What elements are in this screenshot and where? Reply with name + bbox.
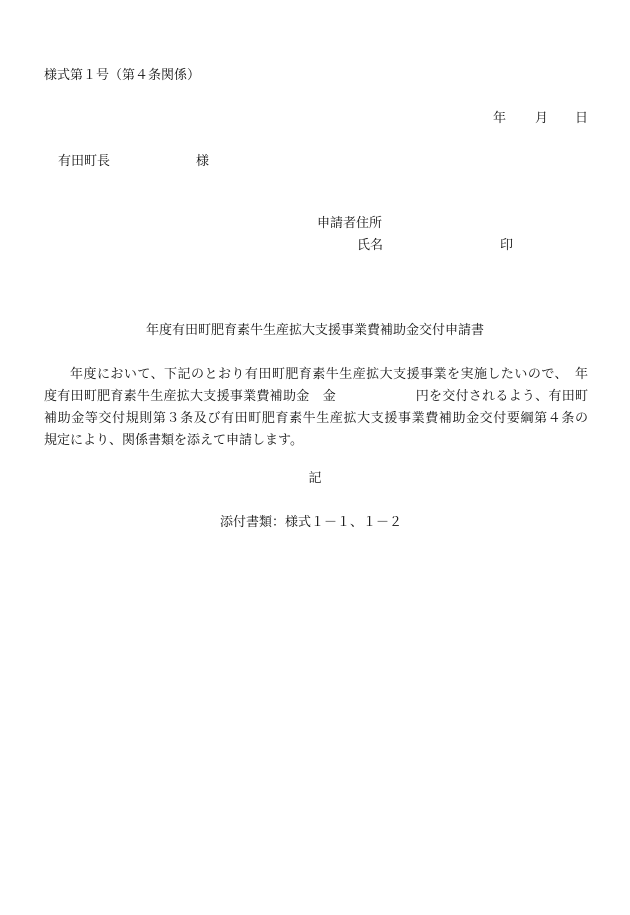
addressee-honorific: 様 xyxy=(196,154,210,169)
body-line: 度有田町肥育素牛生産拡大支援事業費補助金 金 円を交付されるよう、有田町 xyxy=(44,389,588,404)
date-year-label: 年 xyxy=(493,111,507,126)
addressee-name: 有田町長 xyxy=(58,154,111,169)
seal-label: 印 xyxy=(500,238,514,253)
document-title: 年度有田町肥育素牛生産拡大支援事業費補助金交付申請書 xyxy=(145,323,484,338)
application-body xyxy=(44,364,588,452)
date-month-label: 月 xyxy=(535,111,549,126)
body-line: 規定により、関係書類を添えて申請します。 xyxy=(44,433,303,448)
attachments-list: 添付書類：様式１－１、１－２ xyxy=(220,515,403,530)
applicant-name-label: 氏名 xyxy=(357,238,384,253)
body-line: 補助金等交付規則第３条及び有田町肥育素牛生産拡大支援事業費補助金交付要綱第４条の xyxy=(44,411,588,426)
body-line: 年度において、下記のとおり有田町肥育素牛生産拡大支援事業を実施したいので、 年 xyxy=(70,367,588,382)
ki-heading: 記 xyxy=(308,471,322,486)
form-number: 様式第１号（第４条関係） xyxy=(44,68,201,83)
date-day-label: 日 xyxy=(575,111,589,126)
applicant-address-label: 申請者住所 xyxy=(317,216,383,231)
